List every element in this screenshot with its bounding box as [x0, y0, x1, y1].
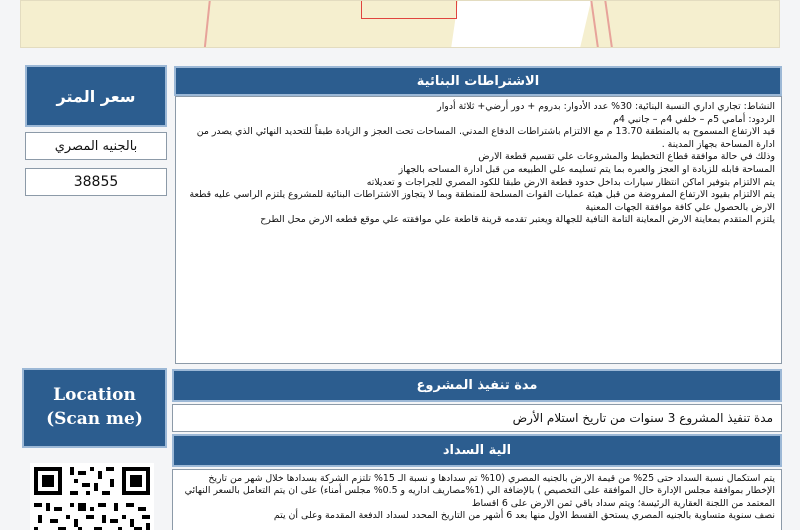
price-per-meter-title — [25, 65, 167, 127]
payment-mechanism-body — [172, 469, 782, 530]
location-map — [20, 0, 780, 48]
requirement-line: قيد الارتفاع المسموح به بالمنطقة 13.70 م مع الالتزام باشتراطات الدفاع المدني. المساحات تحت العجز و الزيادة طبقاً للتحديد النهائي الذي يصدر من ادارة المساحة بجهاز المدينة . — [196, 126, 775, 150]
map-road-area — [451, 1, 591, 48]
price-value-text: 38855 — [73, 174, 119, 190]
building-requirements-body — [175, 96, 782, 364]
map-road-line — [203, 0, 211, 48]
execution-period-text: مدة تنفيذ المشروع 3 سنوات من تاريخ استلام الأرض — [512, 411, 773, 425]
execution-period-body — [172, 404, 782, 432]
plot-outline — [361, 0, 457, 19]
execution-period-title: مدة تنفيذ المشروع — [416, 378, 538, 393]
location-scan-title — [22, 368, 167, 448]
location-title-line1: Location — [53, 385, 136, 406]
payment-line: يتم استكمال نسبة السداد حتى 25% من قيمة الارض بالجنيه المصري (10% تم سدادها و نسبة الـ 15% تلتزم الشركة بسدادها خلال شهر من تاريخ الإخطار بموافقة مجلس الإدارة حال الموافقة على التخصيص ) بالإضافة الي (1%مصاريف اداريه و 0.5% مجلس أمناء) على ان يتم التعامل بالسعر النهائي المعتمد من اللجنة العقارية الرئيسة؛ ويتم سداد باقي ثمن الارض على 6 اقساط — [184, 473, 775, 509]
requirement-line: يتم الالتزام بتوفير اماكن انتظار سيارات بداخل حدود قطعة الارض طبقا للكود المصري للجراجات و تعديلاته — [366, 176, 775, 188]
requirement-line: النشاط: تجاري اداري النسبة البنائية: 30% عدد الأدوار: بدروم + دور أرضي+ ثلاثة أدوار — [437, 101, 775, 112]
map-road-line — [590, 0, 600, 48]
payment-line: نصف سنوية متساوية بالجنيه المصري يستحق القسط الاول منها بعد 6 أشهر من التاريخ المحدد لسداد الدفعة المقدمة وعلى أن يتم — [273, 510, 775, 522]
requirement-line: وذلك في حالة موافقة قطاع التخطيط والمشروعات علي تقسيم قطعة الارض — [478, 151, 775, 163]
execution-period-header — [172, 369, 782, 402]
requirement-line: يتم الالتزام بقيود الارتفاع المفروضة من قبل هيئة عمليات القوات المسلحة للمنطقة وبما لا يتجاوز الاشتراطات البنائية للمشروع يلتزم الراسي عليه قطعة الارض بالحصول علي كافة موافقة الجهات المعنية — [189, 189, 775, 213]
building-requirements-header — [174, 66, 782, 96]
currency-text: بالجنيه المصري — [54, 138, 138, 154]
price-per-meter-title-text: سعر المتر — [56, 86, 136, 106]
payment-mechanism-header — [172, 434, 782, 467]
requirement-line: المساحة قابله للزيادة او العجز والعبره بما يتم تسليمه علي الطبيعه من قبل ادارة المساحه بالجهاز — [398, 163, 775, 175]
qr-code-icon — [30, 463, 154, 530]
map-road-line — [604, 0, 614, 48]
price-value — [25, 168, 167, 196]
building-requirements-title: الاشتراطات البنائية — [416, 73, 540, 89]
currency-label — [25, 132, 167, 160]
requirement-line: يلتزم المتقدم بمعاينة الارض المعاينة التامة النافية للجهالة ويعتبر تقدمه قرينة قاطعة علي موافقته علي موقع قطعه الارض محل الطرح — [260, 214, 775, 226]
requirement-line: الردود: أمامي 5م – خلفي 4م – جانبي 4م — [613, 113, 775, 125]
location-title-line2: (Scan me) — [46, 409, 143, 429]
payment-mechanism-title: الية السداد — [442, 443, 512, 458]
location-qr-code[interactable] — [30, 463, 154, 530]
